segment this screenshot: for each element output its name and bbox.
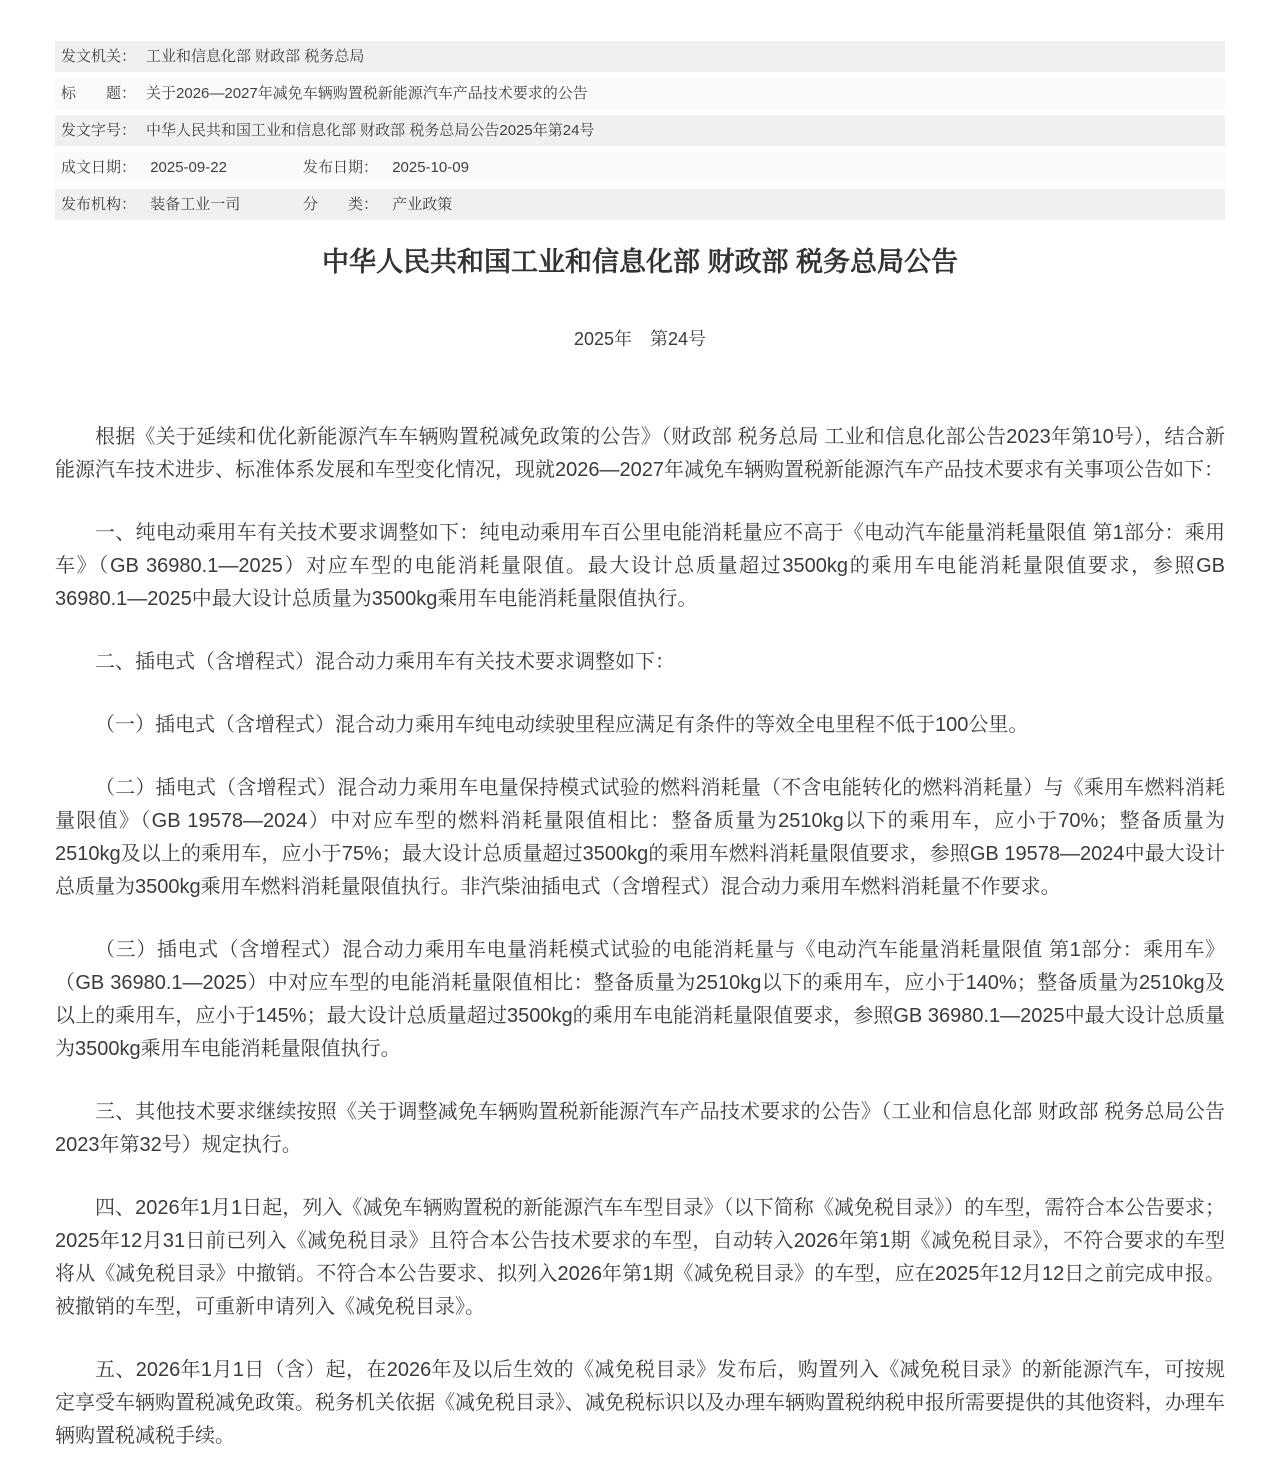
document-meta-table <box>55 41 1225 220</box>
meta-row-publisher-category <box>55 189 1225 220</box>
meta-label-document-number: 发文字号： <box>61 122 137 139</box>
meta-label-title: 标 题： <box>61 85 137 102</box>
meta-value-publish-date: 2025-10-09 <box>392 159 469 176</box>
body-paragraph-section-2: 二、插电式（含增程式）混合动力乘用车有关技术要求调整如下： <box>95 651 675 673</box>
body-paragraph-intro: 根据《关于延续和优化新能源汽车车辆购置税减免政策的公告》（财政部 税务总局 工业和信息化部公告2023年第10号），结合新能源汽车技术进步、标准体系发展和车型变化情况，现就2026—2027年减免车辆购置税新能源汽车产品技术要求有关事项公告如下： <box>55 426 1225 481</box>
meta-value-category: 产业政策 <box>392 196 453 213</box>
body-paragraph-section-2-item-2: （二）插电式（含增程式）混合动力乘用车电量保持模式试验的燃料消耗量（不含电能转化的燃料消耗量）与《乘用车燃料消耗量限值》（GB 19578—2024）中对应车型的燃料消耗量限值相比：整备质量为2510kg以下的乘用车，应小于70%；整备质量为2510kg及以上的乘用车，应小于75%；最大设计总质量超过3500kg的乘用车燃料消耗量限值要求，参照GB 19578—2024中最大设计总质量为3500kg乘用车燃料消耗量限值执行。非汽柴油插电式（含增程式）混合动力乘用车燃料消耗量不作要求。 <box>55 777 1225 898</box>
issue-number: 2025年 第24号 <box>573 329 707 349</box>
meta-value-document-number: 中华人民共和国工业和信息化部 财政部 税务总局公告2025年第24号 <box>146 122 595 139</box>
meta-label-publisher: 发布机构： <box>61 196 137 213</box>
meta-row-document-number <box>55 115 1225 146</box>
body-paragraph-section-3: 三、其他技术要求继续按照《关于调整减免车辆购置税新能源汽车产品技术要求的公告》（工业和信息化部 财政部 税务总局公告2023年第32号）规定执行。 <box>55 1101 1225 1156</box>
document-page <box>55 0 1225 1453</box>
meta-cell-written-date <box>61 152 303 183</box>
document-body <box>55 421 1225 1453</box>
meta-label-issuing-agency: 发文机关： <box>61 48 137 65</box>
meta-value-written-date: 2025-09-22 <box>150 159 227 176</box>
meta-value-title: 关于2026—2027年减免车辆购置税新能源汽车产品技术要求的公告 <box>146 85 588 102</box>
meta-row-dates <box>55 152 1225 183</box>
meta-label-publish-date: 发布日期： <box>303 159 379 176</box>
page-title: 中华人民共和国工业和信息化部 财政部 税务总局公告 <box>321 247 958 277</box>
meta-label-category: 分 类： <box>303 196 379 213</box>
body-paragraph-section-2-item-1: （一）插电式（含增程式）混合动力乘用车纯电动续驶里程应满足有条件的等效全电里程不低于100公里。 <box>95 714 1029 736</box>
body-paragraph-section-2-item-3: （三）插电式（含增程式）混合动力乘用车电量消耗模式试验的电能消耗量与《电动汽车能量消耗量限值 第1部分：乘用车》（GB 36980.1—2025）中对应车型的电能消耗量限值相比：整备质量为2510kg以下的乘用车，应小于140%；整备质量为2510kg及以上的乘用车，应小于145%；最大设计总质量超过3500kg的乘用车电能消耗量限值要求，参照GB 36980.1—2025中最大设计总质量为3500kg乘用车电能消耗量限值执行。 <box>55 939 1225 1060</box>
meta-row-title <box>55 78 1225 109</box>
body-paragraph-section-5: 五、2026年1月1日（含）起，在2026年及以后生效的《减免税目录》发布后，购置列入《减免税目录》的新能源汽车，可按规定享受车辆购置税减免政策。税务机关依据《减免税目录》、减免税标识以及办理车辆购置税纳税申报所需要提供的其他资料，办理车辆购置税减税手续。 <box>55 1359 1225 1447</box>
body-paragraph-section-4: 四、2026年1月1日起，列入《减免车辆购置税的新能源汽车车型目录》（以下简称《减免税目录》）的车型，需符合本公告要求；2025年12月31日前已列入《减免税目录》且符合本公告技术要求的车型，自动转入2026年第1期《减免税目录》，不符合要求的车型将从《减免税目录》中撤销。不符合本公告要求、拟列入2026年第1期《减免税目录》的车型，应在2025年12月12日之前完成申报。被撤销的车型，可重新申请列入《减免税目录》。 <box>55 1197 1225 1318</box>
meta-cell-category <box>303 189 452 220</box>
meta-cell-publisher <box>61 189 303 220</box>
meta-cell-publish-date <box>303 152 469 183</box>
meta-row-issuing-agency <box>55 41 1225 72</box>
meta-label-written-date: 成文日期： <box>61 159 137 176</box>
body-paragraph-section-1: 一、纯电动乘用车有关技术要求调整如下：纯电动乘用车百公里电能消耗量应不高于《电动汽车能量消耗量限值 第1部分：乘用车》（GB 36980.1—2025）对应车型的电能消耗量限值。最大设计总质量超过3500kg的乘用车电能消耗量限值要求，参照GB 36980.1—2025中最大设计总质量为3500kg乘用车电能消耗量限值执行。 <box>55 522 1225 610</box>
meta-value-publisher: 装备工业一司 <box>150 196 241 213</box>
meta-value-issuing-agency: 工业和信息化部 财政部 税务总局 <box>146 48 365 65</box>
